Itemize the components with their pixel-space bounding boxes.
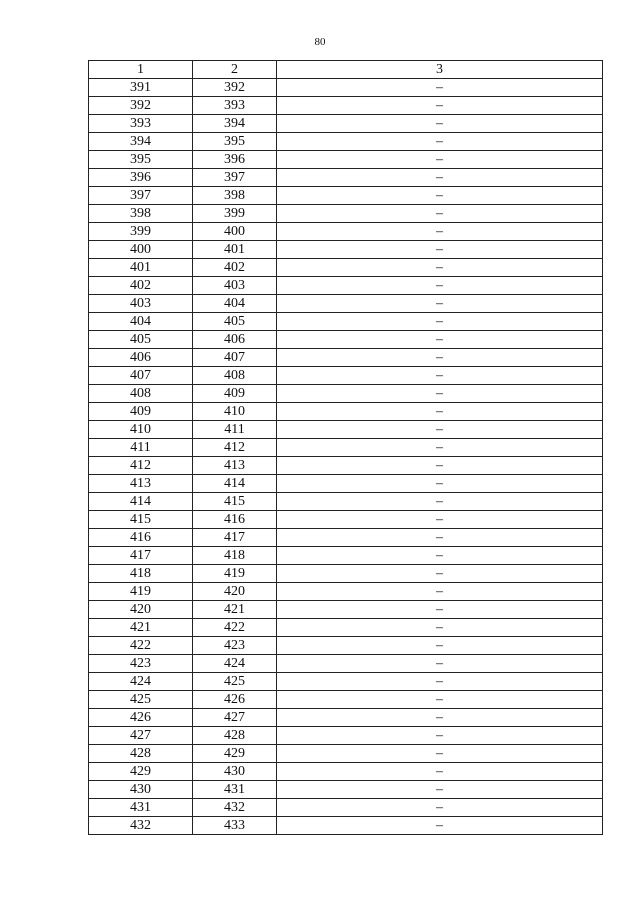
table-cell-col-3: – <box>277 781 603 799</box>
table-cell-col-3: – <box>277 295 603 313</box>
table-cell-col-2: 424 <box>193 655 277 673</box>
table-row <box>89 205 603 223</box>
table-row <box>89 511 603 529</box>
table-row <box>89 241 603 259</box>
table-cell-col-1: 432 <box>89 817 193 835</box>
table-row <box>89 133 603 151</box>
table-cell-col-3: – <box>277 133 603 151</box>
table-row <box>89 277 603 295</box>
table-cell-col-2: 433 <box>193 817 277 835</box>
table-cell-col-3: – <box>277 673 603 691</box>
table-row <box>89 385 603 403</box>
table-cell-col-3: – <box>277 97 603 115</box>
column-header-3: 3 <box>277 61 603 79</box>
table-row <box>89 547 603 565</box>
table-cell-col-1: 404 <box>89 313 193 331</box>
table-cell-col-2: 398 <box>193 187 277 205</box>
table-cell-col-2: 415 <box>193 493 277 511</box>
table-cell-col-1: 399 <box>89 223 193 241</box>
table-cell-col-3: – <box>277 637 603 655</box>
table-row <box>89 79 603 97</box>
table-row <box>89 583 603 601</box>
table-row <box>89 745 603 763</box>
table-cell-col-3: – <box>277 259 603 277</box>
table-cell-col-2: 420 <box>193 583 277 601</box>
table-cell-col-1: 426 <box>89 709 193 727</box>
table-cell-col-2: 401 <box>193 241 277 259</box>
table-cell-col-2: 429 <box>193 745 277 763</box>
table-cell-col-3: – <box>277 385 603 403</box>
column-header-2: 2 <box>193 61 277 79</box>
table-cell-col-3: – <box>277 511 603 529</box>
table-cell-col-3: – <box>277 349 603 367</box>
table-cell-col-2: 404 <box>193 295 277 313</box>
table-cell-col-1: 408 <box>89 385 193 403</box>
table-cell-col-2: 399 <box>193 205 277 223</box>
table-cell-col-2: 416 <box>193 511 277 529</box>
table-cell-col-1: 409 <box>89 403 193 421</box>
table-cell-col-3: – <box>277 727 603 745</box>
table-row <box>89 151 603 169</box>
table-row <box>89 367 603 385</box>
table-cell-col-2: 425 <box>193 673 277 691</box>
table-cell-col-1: 423 <box>89 655 193 673</box>
table-row <box>89 403 603 421</box>
table-row <box>89 475 603 493</box>
table-cell-col-2: 419 <box>193 565 277 583</box>
table-cell-col-3: – <box>277 799 603 817</box>
table-cell-col-3: – <box>277 763 603 781</box>
table-cell-col-1: 401 <box>89 259 193 277</box>
table-row <box>89 619 603 637</box>
table-row <box>89 781 603 799</box>
table-cell-col-3: – <box>277 331 603 349</box>
table-cell-col-1: 431 <box>89 799 193 817</box>
table-cell-col-3: – <box>277 601 603 619</box>
table-row <box>89 601 603 619</box>
table-cell-col-2: 397 <box>193 169 277 187</box>
table-row <box>89 763 603 781</box>
table-cell-col-2: 409 <box>193 385 277 403</box>
table-cell-col-1: 422 <box>89 637 193 655</box>
table-cell-col-2: 396 <box>193 151 277 169</box>
table-cell-col-3: – <box>277 313 603 331</box>
table-cell-col-3: – <box>277 79 603 97</box>
table-cell-col-1: 395 <box>89 151 193 169</box>
table-cell-col-3: – <box>277 169 603 187</box>
table-row <box>89 799 603 817</box>
table-row <box>89 691 603 709</box>
table-row <box>89 655 603 673</box>
table-cell-col-2: 414 <box>193 475 277 493</box>
table-cell-col-3: – <box>277 619 603 637</box>
table-row <box>89 709 603 727</box>
table-cell-col-2: 426 <box>193 691 277 709</box>
table-cell-col-2: 417 <box>193 529 277 547</box>
table-cell-col-3: – <box>277 187 603 205</box>
table-cell-col-1: 427 <box>89 727 193 745</box>
table-cell-col-3: – <box>277 277 603 295</box>
table-cell-col-1: 392 <box>89 97 193 115</box>
table-cell-col-2: 392 <box>193 79 277 97</box>
table-cell-col-1: 403 <box>89 295 193 313</box>
table-cell-col-3: – <box>277 583 603 601</box>
table-row <box>89 529 603 547</box>
table-cell-col-2: 411 <box>193 421 277 439</box>
table-cell-col-1: 414 <box>89 493 193 511</box>
table-row <box>89 637 603 655</box>
table-row <box>89 115 603 133</box>
table-header-row <box>89 61 603 79</box>
table-cell-col-3: – <box>277 691 603 709</box>
table-cell-col-3: – <box>277 151 603 169</box>
table-cell-col-2: 431 <box>193 781 277 799</box>
table-row <box>89 457 603 475</box>
table-row <box>89 187 603 205</box>
table-cell-col-3: – <box>277 493 603 511</box>
table-cell-col-1: 400 <box>89 241 193 259</box>
table-cell-col-3: – <box>277 205 603 223</box>
table-cell-col-1: 396 <box>89 169 193 187</box>
table-cell-col-2: 405 <box>193 313 277 331</box>
table-cell-col-3: – <box>277 655 603 673</box>
table-cell-col-2: 423 <box>193 637 277 655</box>
table-cell-col-3: – <box>277 475 603 493</box>
table-cell-col-3: – <box>277 457 603 475</box>
table-cell-col-1: 411 <box>89 439 193 457</box>
table-row <box>89 295 603 313</box>
table-cell-col-2: 408 <box>193 367 277 385</box>
table-cell-col-3: – <box>277 421 603 439</box>
table-cell-col-2: 428 <box>193 727 277 745</box>
table-cell-col-1: 419 <box>89 583 193 601</box>
table-cell-col-1: 394 <box>89 133 193 151</box>
table-row <box>89 223 603 241</box>
table-cell-col-2: 413 <box>193 457 277 475</box>
table-cell-col-1: 428 <box>89 745 193 763</box>
table-cell-col-3: – <box>277 115 603 133</box>
table-cell-col-2: 432 <box>193 799 277 817</box>
table-cell-col-2: 407 <box>193 349 277 367</box>
table-cell-col-1: 391 <box>89 79 193 97</box>
page-number: 80 <box>314 36 326 48</box>
table-row <box>89 817 603 835</box>
table-cell-col-1: 418 <box>89 565 193 583</box>
table-cell-col-2: 394 <box>193 115 277 133</box>
table-cell-col-1: 402 <box>89 277 193 295</box>
table-cell-col-2: 410 <box>193 403 277 421</box>
table-cell-col-1: 421 <box>89 619 193 637</box>
table-cell-col-2: 427 <box>193 709 277 727</box>
table-cell-col-2: 421 <box>193 601 277 619</box>
table-row <box>89 97 603 115</box>
table-cell-col-2: 400 <box>193 223 277 241</box>
table-cell-col-1: 393 <box>89 115 193 133</box>
table-row <box>89 313 603 331</box>
table-cell-col-3: – <box>277 439 603 457</box>
table-cell-col-1: 412 <box>89 457 193 475</box>
table-cell-col-3: – <box>277 547 603 565</box>
table-row <box>89 727 603 745</box>
table-cell-col-3: – <box>277 817 603 835</box>
table-cell-col-3: – <box>277 709 603 727</box>
table-cell-col-1: 407 <box>89 367 193 385</box>
table-row <box>89 169 603 187</box>
table-row <box>89 439 603 457</box>
table-cell-col-1: 406 <box>89 349 193 367</box>
table-cell-col-1: 417 <box>89 547 193 565</box>
table-cell-col-3: – <box>277 745 603 763</box>
table-cell-col-3: – <box>277 565 603 583</box>
table-row <box>89 673 603 691</box>
table-cell-col-1: 420 <box>89 601 193 619</box>
data-table <box>88 60 603 835</box>
table-cell-col-1: 410 <box>89 421 193 439</box>
table-cell-col-1: 416 <box>89 529 193 547</box>
table-cell-col-2: 406 <box>193 331 277 349</box>
table-cell-col-1: 405 <box>89 331 193 349</box>
table-cell-col-1: 424 <box>89 673 193 691</box>
table-row <box>89 259 603 277</box>
table-cell-col-2: 402 <box>193 259 277 277</box>
table-cell-col-3: – <box>277 403 603 421</box>
table-row <box>89 331 603 349</box>
table-row <box>89 565 603 583</box>
table-cell-col-2: 393 <box>193 97 277 115</box>
column-header-1: 1 <box>89 61 193 79</box>
table-body <box>89 79 603 835</box>
table-cell-col-3: – <box>277 529 603 547</box>
table-cell-col-2: 418 <box>193 547 277 565</box>
table-cell-col-2: 430 <box>193 763 277 781</box>
table-cell-col-3: – <box>277 367 603 385</box>
table-row <box>89 493 603 511</box>
table-row <box>89 421 603 439</box>
table-cell-col-1: 430 <box>89 781 193 799</box>
table-cell-col-2: 422 <box>193 619 277 637</box>
table-cell-col-1: 413 <box>89 475 193 493</box>
table-cell-col-1: 397 <box>89 187 193 205</box>
table-cell-col-3: – <box>277 223 603 241</box>
table-cell-col-3: – <box>277 241 603 259</box>
table-cell-col-1: 429 <box>89 763 193 781</box>
table-cell-col-1: 398 <box>89 205 193 223</box>
table-cell-col-2: 412 <box>193 439 277 457</box>
table-cell-col-2: 403 <box>193 277 277 295</box>
table-cell-col-1: 415 <box>89 511 193 529</box>
table-cell-col-2: 395 <box>193 133 277 151</box>
table-row <box>89 349 603 367</box>
table-cell-col-1: 425 <box>89 691 193 709</box>
